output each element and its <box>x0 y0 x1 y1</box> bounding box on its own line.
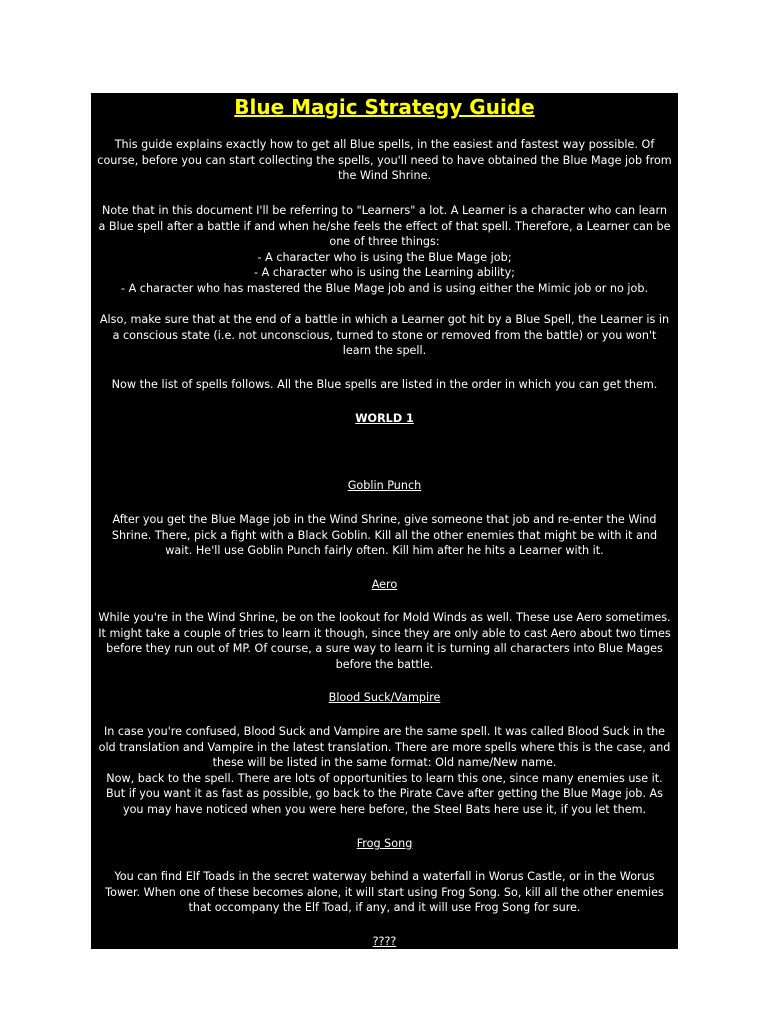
spell-heading: Frog Song <box>356 837 413 850</box>
spell-heading: Blood Suck/Vampire <box>328 691 441 704</box>
learner-type-item: - A character who has mastered the Blue Mage job and is using either the Mimic job or no job. <box>120 281 649 295</box>
spell-heading: ???? <box>372 935 397 948</box>
learner-definition: Note that in this document I'll be referring to "Learners" a lot. A Learner is a character who can learn a Blue spell after a battle if and when he/she feels the effect of that spell. Therefore, a Learner can be one of three things: <box>98 204 671 249</box>
spell-description: After you get the Blue Mage job in the Wind Shrine, give someone that job and re-enter the Wind Shrine. There, pick a fight with a Black Goblin. Kill all the other enemies that might be with it and wait. He'll use Goblin Punch fairly often. Kill him after he hits a Learner with it. <box>111 513 658 558</box>
spell-description: While you're in the Wind Shrine, be on the lookout for Mold Winds as well. These use Aero sometimes. It might take a couple of tries to learn it though, since they are only able to cast Aero about two times before they run out of MP. Of course, a sure way to learn it is turning all characters into Blue Mages before the battle. <box>98 611 671 671</box>
page-title: Blue Magic Strategy Guide <box>234 95 535 119</box>
learner-type-item: - A character who is using the Blue Mage job; <box>257 250 512 264</box>
spell-description-part: In case you're confused, Blood Suck and Vampire are the same spell. It was called Blood Suck in the old translation and Vampire in the latest translation. There are more spells where this is the case, and these will be listed in the same format: Old name/New name. <box>98 725 671 770</box>
list-note: Now the list of spells follows. All the Blue spells are listed in the order in which you can get them. <box>111 378 658 391</box>
conscious-note: Also, make sure that at the end of a battle in which a Learner got hit by a Blue Spell, the Learner is in a conscious state (i.e. not unconscious, turned to stone or removed from the battle) or you won't learn the spell. <box>99 313 670 358</box>
spell-heading: Aero <box>371 578 398 591</box>
learner-note <box>97 203 672 297</box>
world-heading: WORLD 1 <box>355 412 414 425</box>
intro-paragraph: This guide explains exactly how to get all Blue spells, in the easiest and fastest way possible. Of course, before you can start collecting the spells, you'll need to have obtained the Blue Mage job from the Wind Shrine. <box>97 138 672 183</box>
spell-description <box>97 724 672 818</box>
learner-type-item: - A character who is using the Learning ability; <box>254 266 515 280</box>
spell-description-part: Now, back to the spell. There are lots of opportunities to learn this one, since many enemies use it. But if you want it as fast as possible, go back to the Pirate Cave after getting the Blue Mage job. As you may have noticed when you were here before, the Steel Bats here use it, if you let them. <box>105 771 663 816</box>
spell-heading: Goblin Punch <box>347 479 422 492</box>
spell-description: You can find Elf Toads in the secret waterway behind a waterfall in Worus Castle, or in the Worus Tower. When one of these becomes alone, it will start using Frog Song. So, kill all the other enemies that occompany the Elf Toad, if any, and it will use Frog Song for sure. <box>105 870 664 915</box>
guide-document <box>91 93 678 949</box>
